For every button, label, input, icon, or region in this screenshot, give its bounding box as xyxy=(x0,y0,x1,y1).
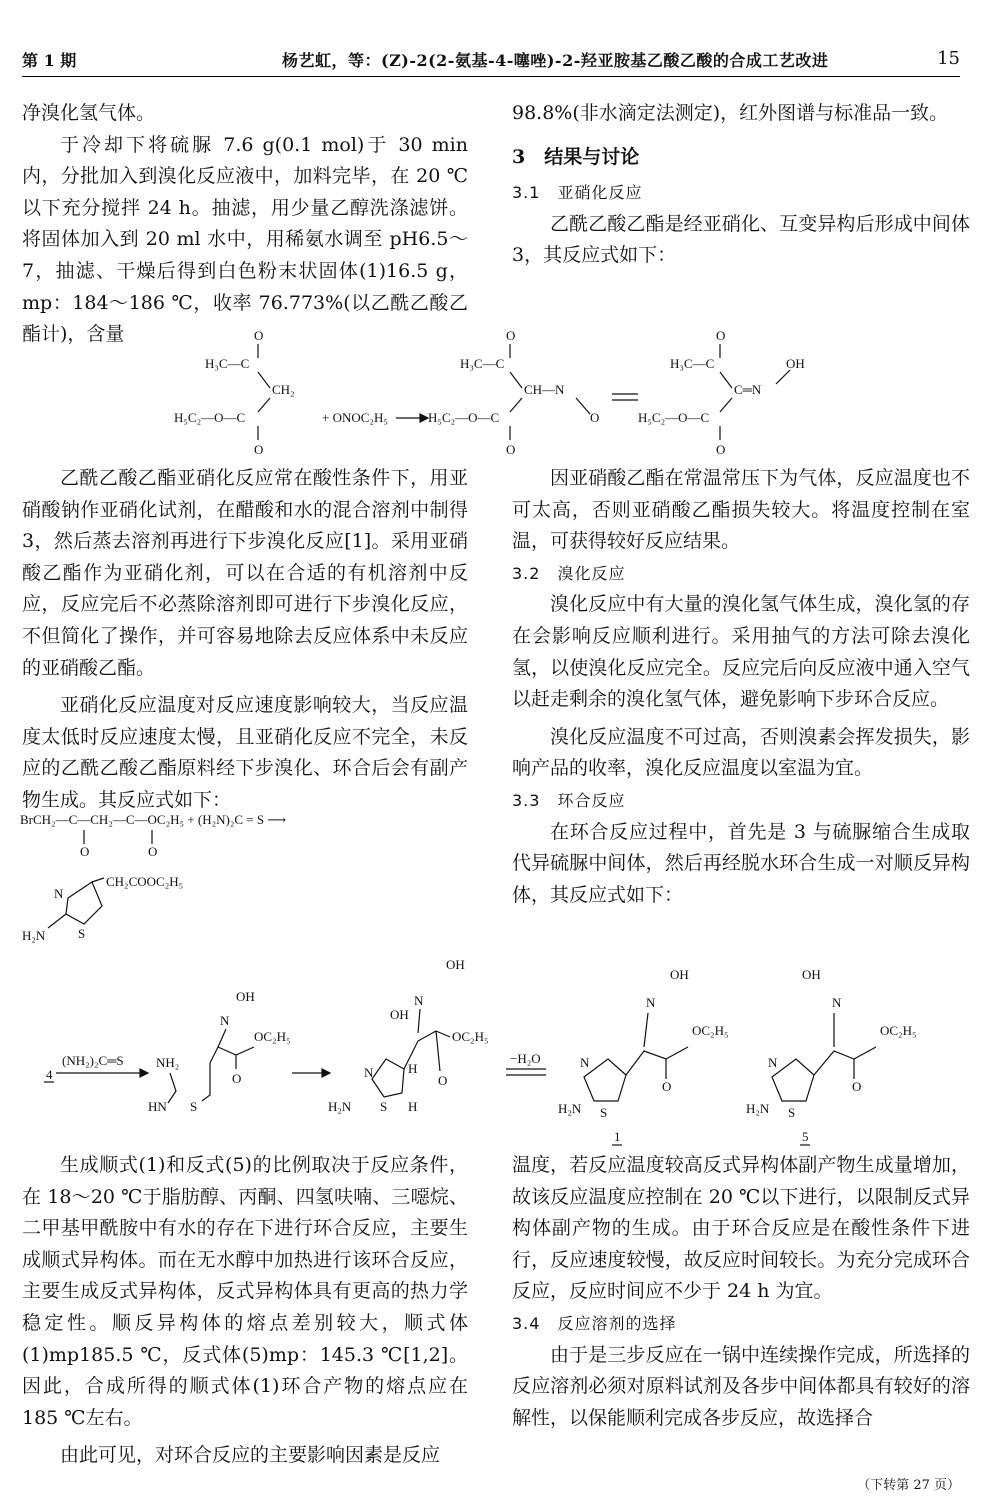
arrow-head xyxy=(420,414,428,422)
atom-label: H₂N xyxy=(328,1099,352,1114)
intermediate-number: 4 xyxy=(46,1067,53,1082)
subsection-heading: 3.3 环合反应 xyxy=(512,790,626,810)
atom-label: N xyxy=(220,1013,230,1028)
section-heading: 3 结果与讨论 xyxy=(512,145,640,168)
paragraph: 温度，若反应温度较高反式异构体副产物生成量增加，故该反应温度应控制在 20 ℃以下进行，以限制反式异构体副产物的生成。由于环合反应是在酸性条件下进行，反应速度较慢，故反应时间较长。为充分完成环合反应，反应时间应不少于 24 h 为宜。 xyxy=(512,1154,970,1303)
scheme-nitrosation xyxy=(150,322,850,462)
running-header xyxy=(22,48,960,78)
arrow-head xyxy=(140,1069,148,1077)
atom-label: H₂N xyxy=(746,1101,770,1116)
paragraph: 净溴化氢气体。 xyxy=(22,102,156,124)
bond xyxy=(258,372,270,388)
bond xyxy=(510,372,522,388)
scheme-label: H₃C—C xyxy=(205,356,250,371)
atom-label: S xyxy=(190,1099,198,1114)
bond xyxy=(218,1047,254,1055)
atom-label: N xyxy=(832,995,842,1010)
atom-label: O xyxy=(852,1079,862,1094)
reagent-label: −H₂O xyxy=(510,1051,541,1066)
atom-label: OC₂H₅ xyxy=(452,1029,489,1044)
subsection-heading: 3.4 反应溶剂的选择 xyxy=(512,1313,677,1333)
scheme-label: O xyxy=(254,328,264,343)
bond xyxy=(576,398,590,414)
atom-label: N xyxy=(768,1055,778,1070)
atom-label: O xyxy=(438,1073,448,1088)
page-number: 15 xyxy=(937,48,960,69)
right-column-top xyxy=(512,98,970,272)
atom-label: OH xyxy=(446,957,465,972)
atom-label: H xyxy=(408,1099,418,1114)
atom-label: N xyxy=(646,995,656,1010)
scheme-label: H₃C—C xyxy=(460,356,505,371)
atom-label: OH xyxy=(670,967,689,982)
left-column-top xyxy=(22,98,468,351)
left-column-middle xyxy=(22,463,468,817)
paragraph: 溴化反应温度不可过高，否则溴素会挥发损失，影响产品的收率，溴化反应温度以室温为宜。 xyxy=(512,725,970,780)
left-column-bottom xyxy=(22,1150,468,1472)
atom-label: O xyxy=(232,1071,242,1086)
bond xyxy=(436,1031,440,1071)
atom-label: S xyxy=(788,1105,796,1120)
atom-label: N xyxy=(54,886,64,901)
scheme-label: O xyxy=(590,410,600,425)
scheme-label: CH₂ xyxy=(272,382,295,397)
atom-label: N xyxy=(364,1065,374,1080)
paragraph: 由于是三步反应在一锅中连续操作完成，所选择的反应溶剂必须对原料试剂及各步中间体都具有较好的溶解性，以保能顺利完成各步反应，故选择合 xyxy=(512,1343,970,1429)
atom-label: H₂N xyxy=(22,928,46,943)
scheme-label: O xyxy=(254,442,264,457)
right-column-middle xyxy=(512,463,970,911)
header-rule xyxy=(22,76,960,77)
paragraph: 在环合反应过程中，首先是 3 与硫脲缩合生成取代异硫脲中间体，然后再经脱水环合生成一对顺反异构体，其反应式如下： xyxy=(512,820,970,906)
substituent-label: CH₂COOC₂H₅ xyxy=(106,874,184,889)
scheme-label: O xyxy=(148,844,158,859)
atom-label: OC₂H₅ xyxy=(254,1029,291,1044)
atom-label: N xyxy=(414,993,424,1008)
atom-label: H₂N xyxy=(558,1101,582,1116)
reagent-label: (NH₂)₂C═S xyxy=(62,1053,124,1068)
atom-label: OH xyxy=(390,1007,409,1022)
paragraph: 乙酰乙酸乙酯亚硝化反应常在酸性条件下，用亚硝酸钠作亚硝化试剂，在醋酸和水的混合溶剂中制得 3，然后蒸去溶剂再进行下步溴化反应[1]。采用亚硝酸乙酯作为亚硝化剂，可以在合适的有机溶剂中反应，反应完后不必蒸除溶剂即可进行下步溴化反应，不但简化了操作，并可容易地除去反应体系中未反应的亚硝酸乙酯。 xyxy=(22,467,468,679)
atom-label: HN xyxy=(148,1099,167,1114)
bond xyxy=(258,398,270,412)
atom-label: S xyxy=(78,926,86,941)
bond xyxy=(168,1073,176,1103)
paragraph: 由此可见，对环合反应的主要影响因素是反应 xyxy=(60,1444,441,1467)
scheme-label: O xyxy=(80,844,90,859)
scheme-side-product xyxy=(18,806,478,946)
subsection-heading: 3.1 亚硝化反应 xyxy=(512,183,643,203)
atom-label: O xyxy=(662,1079,672,1094)
bond xyxy=(202,1029,226,1101)
scheme-label: H₃C—C xyxy=(670,356,715,371)
right-column-bottom xyxy=(512,1150,970,1434)
thiazoline-ring xyxy=(372,1059,404,1097)
compound-label: 5 xyxy=(802,1129,809,1144)
paragraph: 于冷却下将硫脲 7.6 g(0.1 mol)于 30 min 内，分批加入到溴化反应液中，加料完毕，在 20 ℃以下充分搅拌 24 h。抽滤，用少量乙醇洗涤滤饼。将固体加入到 20 ml 水中，用稀氨水调至 pH6.5～7，抽滤、干燥后得到白色粉末状固体(1)16.5 g，mp：184～186 ℃，收率 76.773%(以乙酰乙酸乙酯计)，含量 xyxy=(22,133,468,346)
scheme-label: O xyxy=(716,442,726,457)
atom-label: H xyxy=(408,1061,418,1076)
bond xyxy=(720,372,732,388)
thiazole-ring xyxy=(584,1059,626,1101)
compound-label: 1 xyxy=(614,1129,621,1144)
atom-label: NH₂ xyxy=(156,1055,180,1070)
bond xyxy=(48,914,66,928)
subsection-heading: 3.2 溴化反应 xyxy=(512,563,626,583)
paragraph: 生成顺式(1)和反式(5)的比例取决于反应条件，在 18～20 ℃于脂肪醇、丙酮、四氢呋喃、三噁烷、二甲基甲酰胺中有水的存在下进行环合反应，主要生成顺式异构体。而在无水醇中加热进行该环合反应，主要生成反式异构体，反式异构体具有更高的热力学稳定性。顺反异构体的熔点差别较大，顺式体(1)mp185.5 ℃，反式体(5)mp：145.3 ℃[1,2]。因此，合成所得的顺式体(1)环合产物的熔点应在 185 ℃左右。 xyxy=(22,1154,468,1429)
atom-label: OC₂H₅ xyxy=(692,1023,729,1038)
continuation-note: （下转第 27 页） xyxy=(857,1478,960,1493)
scheme-cyclization xyxy=(40,955,970,1150)
bond xyxy=(418,1009,420,1033)
paragraph: 乙酰乙酸乙酯是经亚硝化、互变异构后形成中间体 3，其反应式如下： xyxy=(512,212,970,267)
atom-label: S xyxy=(380,1099,388,1114)
atom-label: OH xyxy=(802,967,821,982)
scheme-label: H₅C₂—O—C xyxy=(428,410,500,425)
atom-label: OC₂H₅ xyxy=(880,1023,917,1038)
equation-text: BrCH₂—C—CH₂—C—OC₂H₅ + (H₂N)₂C = S ⟶ xyxy=(20,812,286,827)
issue-number: 第 1 期 xyxy=(22,51,77,70)
scheme-label: CH—N xyxy=(524,382,565,397)
running-title: 杨艺虹，等：(Z)-2(2-氨基-4-噻唑)-2-羟亚胺基乙酸乙酸的合成工艺改进 xyxy=(282,51,829,70)
scheme-label: H₅C₂—O—C xyxy=(638,410,710,425)
paragraph: 亚硝化反应温度对反应速度影响较大，当反应温度太低时反应速度太慢，且亚硝化反应不完全，未反应的乙酰乙酸乙酯原料经下步溴化、环合后会有副产物生成。其反应式如下： xyxy=(22,694,468,811)
bond xyxy=(814,1047,876,1075)
thiazole-ring xyxy=(66,882,102,924)
scheme-label: C═N xyxy=(734,382,762,397)
bond xyxy=(720,398,732,412)
paragraph: 溴化反应中有大量的溴化氢气体生成，溴化氢的存在会影响反应顺利进行。采用抽气的方法可除去溴化氢，以使溴化反应完全。反应完后向反应液中通入空气以赶走剩余的溴化氢气体，避免影响下步环合反应。 xyxy=(512,593,970,711)
bond xyxy=(92,878,104,882)
reagent-label: + ONOC₂H₅ xyxy=(322,410,388,425)
paragraph: 因亚硝酸乙酯在常温常压下为气体，反应温度也不可太高，否则亚硝酸乙酯损失较大。将温度控制在室温，可获得较好反应结果。 xyxy=(512,467,970,553)
scheme-label: OH xyxy=(786,356,805,371)
bond xyxy=(644,1013,648,1047)
atom-label: N xyxy=(580,1055,590,1070)
arrow-head xyxy=(322,1069,330,1077)
scheme-label: O xyxy=(506,442,516,457)
atom-label: S xyxy=(600,1105,608,1120)
bond xyxy=(626,1047,688,1075)
paragraph: 98.8%(非水滴定法测定)，红外图谱与标准品一致。 xyxy=(512,102,949,124)
scheme-label: H₅C₂—O—C xyxy=(174,410,246,425)
bond xyxy=(510,398,522,412)
thiazole-ring xyxy=(772,1059,814,1101)
atom-label: OH xyxy=(236,989,255,1004)
bond xyxy=(776,370,790,384)
scheme-label: O xyxy=(716,328,726,343)
scheme-label: O xyxy=(506,328,516,343)
